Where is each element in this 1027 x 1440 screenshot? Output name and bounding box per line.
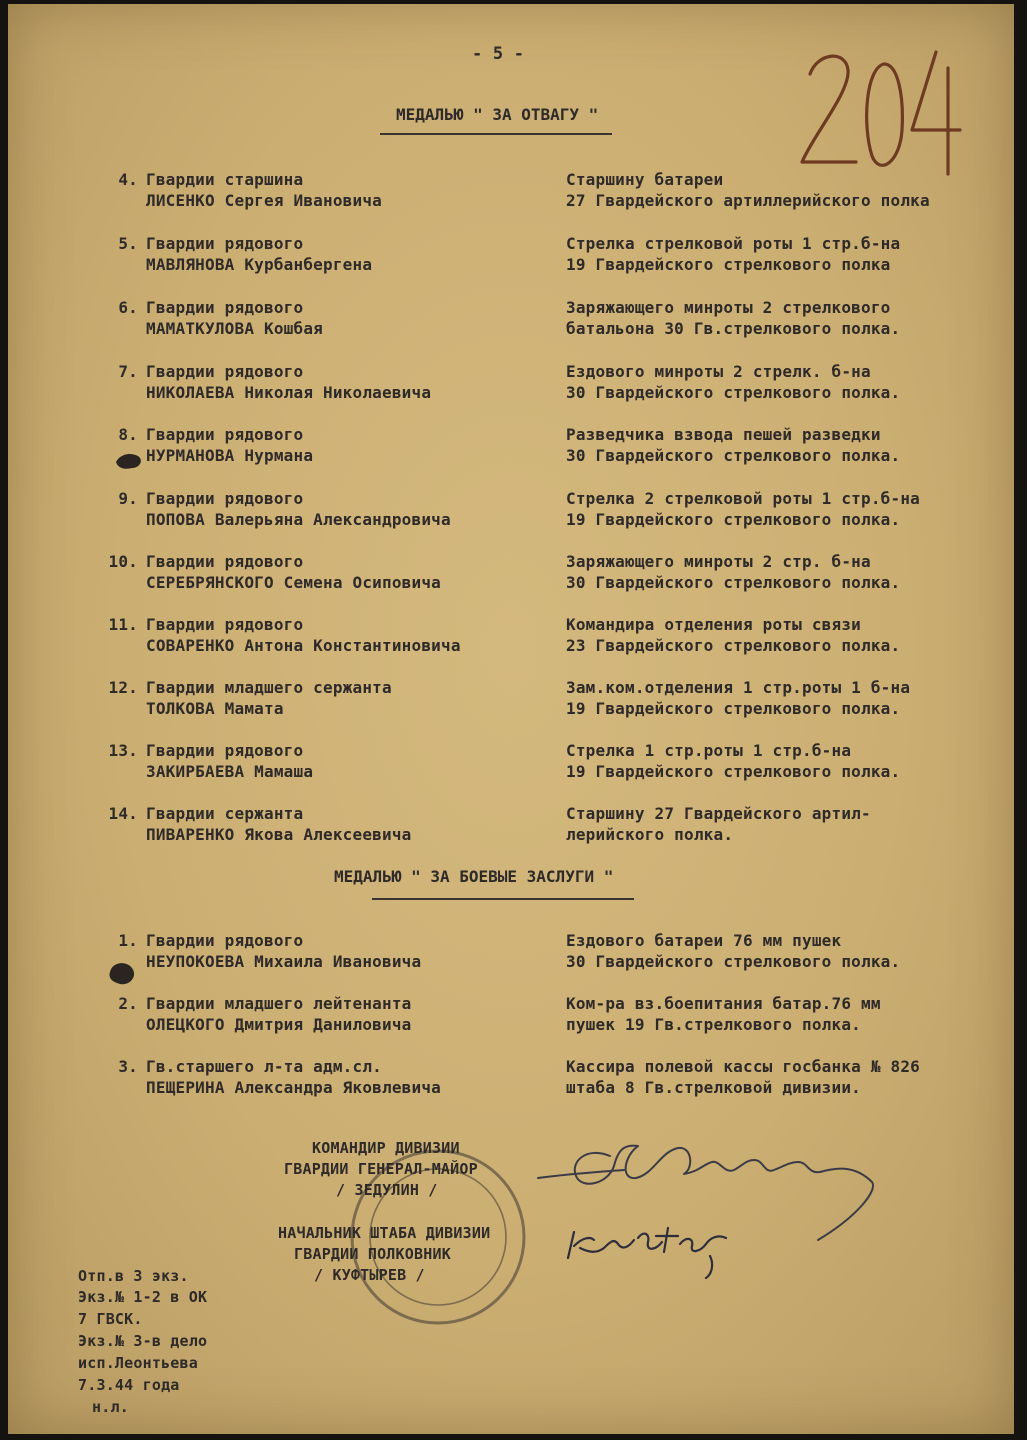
entry-unit-line-1: Заряжающего минроты 2 стр. б-на bbox=[566, 552, 871, 571]
footer-line: 7 ГВСК. bbox=[78, 1310, 143, 1328]
entry-rank: Гвардии младшего сержанта bbox=[146, 678, 392, 697]
entry-rank: Гв.старшего л-та адм.сл. bbox=[146, 1057, 382, 1076]
section-heading-combat-merit: МЕДАЛЬЮ " ЗА БОЕВЫЕ ЗАСЛУГИ " bbox=[334, 867, 614, 886]
entry-unit-line-2: 19 Гвардейского стрелкового полка. bbox=[566, 699, 901, 718]
entry-rank: Гвардии рядового bbox=[146, 931, 304, 950]
entry-unit-line-2: 30 Гвардейского стрелкового полка. bbox=[566, 952, 901, 971]
entry-rank: Гвардии младшего лейтенанта bbox=[146, 994, 412, 1013]
entry-unit-line-1: Старшину 27 Гвардейского артил- bbox=[566, 804, 871, 823]
award-entry bbox=[8, 804, 1014, 850]
entry-unit-line-2: 19 Гвардейского стрелкового полка. bbox=[566, 510, 901, 529]
entry-name: ПИВАРЕНКО Якова Алексеевича bbox=[146, 825, 412, 844]
page-number: - 5 - bbox=[472, 44, 525, 64]
award-entry bbox=[8, 425, 1014, 471]
entry-unit-line-2: 19 Гвардейского стрелкового полка. bbox=[566, 762, 901, 781]
entry-unit-line-1: Заряжающего минроты 2 стрелкового bbox=[566, 298, 891, 317]
entry-name: ОЛЕЦКОГО Дмитрия Даниловича bbox=[146, 1015, 412, 1034]
entry-number: 8. bbox=[118, 425, 138, 444]
entry-rank: Гвардии сержанта bbox=[146, 804, 304, 823]
award-entry bbox=[8, 552, 1014, 598]
entry-number: 4. bbox=[118, 170, 138, 189]
entry-number: 14. bbox=[108, 804, 138, 823]
entry-number: 10. bbox=[108, 552, 138, 571]
entry-name: НУРМАНОВА Нурмана bbox=[146, 446, 314, 465]
award-entry bbox=[8, 741, 1014, 787]
chief-of-staff-name: / КУФТЫРЕВ / bbox=[314, 1266, 425, 1284]
entry-unit-line-2: батальона 30 Гв.стрелкового полка. bbox=[566, 319, 901, 338]
heading-underline bbox=[380, 133, 612, 135]
entry-unit-line-2: 19 Гвардейского стрелкового полка bbox=[566, 255, 891, 274]
footer-line: Отп.в 3 экз. bbox=[78, 1267, 189, 1285]
award-entry bbox=[8, 362, 1014, 408]
heading-underline bbox=[372, 898, 634, 900]
award-entry bbox=[8, 931, 1014, 977]
entry-unit-line-2: 23 Гвардейского стрелкового полка. bbox=[566, 636, 901, 655]
entry-unit-line-1: Зам.ком.отделения 1 стр.роты 1 б-на bbox=[566, 678, 911, 697]
entry-number: 2. bbox=[118, 994, 138, 1013]
handwritten-number-204 bbox=[788, 34, 968, 184]
footer-line: исп.Леонтьева bbox=[78, 1354, 198, 1372]
footer-line: 7.3.44 года bbox=[78, 1376, 180, 1394]
entry-rank: Гвардии рядового bbox=[146, 741, 304, 760]
commander-title-line-2: ГВАРДИИ ГЕНЕРАЛ-МАЙОР bbox=[284, 1160, 478, 1178]
entry-number: 5. bbox=[118, 234, 138, 253]
entry-name: МАМАТКУЛОВА Кошбая bbox=[146, 319, 323, 338]
award-entry bbox=[8, 489, 1014, 535]
entry-unit-line-1: Ездового минроты 2 стрелк. б-на bbox=[566, 362, 871, 381]
entry-rank: Гвардии рядового bbox=[146, 425, 304, 444]
award-entry bbox=[8, 1057, 1014, 1103]
entry-unit-line-2: штаба 8 Гв.стрелковой дивизии. bbox=[566, 1078, 861, 1097]
document-page bbox=[8, 4, 1014, 1434]
award-entry bbox=[8, 678, 1014, 724]
entry-number: 7. bbox=[118, 362, 138, 381]
entry-name: ПОПОВА Валерьяна Александровича bbox=[146, 510, 451, 529]
entry-number: 9. bbox=[118, 489, 138, 508]
entry-name: НЕУПОКОЕВА Михаила Ивановича bbox=[146, 952, 422, 971]
footer-line: Экз.№ 3-в дело bbox=[78, 1332, 208, 1350]
commander-name: / ЗЕДУЛИН / bbox=[336, 1181, 438, 1199]
entry-unit-line-1: Командира отделения роты связи bbox=[566, 615, 861, 634]
entry-unit-line-1: Старшину батареи bbox=[566, 170, 724, 189]
award-entry bbox=[8, 615, 1014, 661]
entry-rank: Гвардии рядового bbox=[146, 552, 304, 571]
entry-rank: Гвардии рядового bbox=[146, 489, 304, 508]
entry-unit-line-2: 27 Гвардейского артиллерийского полка bbox=[566, 191, 930, 210]
entry-number: 11. bbox=[108, 615, 138, 634]
footer-line: Экз.№ 1-2 в ОК bbox=[78, 1288, 208, 1306]
entry-unit-line-2: лерийского полка. bbox=[566, 825, 734, 844]
entry-number: 12. bbox=[108, 678, 138, 697]
entry-rank: Гвардии рядового bbox=[146, 362, 304, 381]
entry-number: 3. bbox=[118, 1057, 138, 1076]
chief-of-staff-title-line-1: НАЧАЛЬНИК ШТАБА ДИВИЗИИ bbox=[278, 1224, 491, 1242]
chief-of-staff-signature bbox=[560, 1208, 750, 1288]
entry-number: 1. bbox=[118, 931, 138, 950]
section-heading-bravery: МЕДАЛЬЮ " ЗА ОТВАГУ " bbox=[396, 105, 599, 124]
entry-name: ПЕЩЕРИНА Александра Яковлевича bbox=[146, 1078, 441, 1097]
entry-rank: Гвардии старшина bbox=[146, 170, 304, 189]
entry-unit-line-2: 30 Гвардейского стрелкового полка. bbox=[566, 383, 901, 402]
chief-of-staff-title-line-2: ГВАРДИИ ПОЛКОВНИК bbox=[294, 1245, 451, 1263]
entry-unit-line-1: Кассира полевой кассы госбанка № 826 bbox=[566, 1057, 920, 1076]
entry-rank: Гвардии рядового bbox=[146, 234, 304, 253]
entry-unit-line-2: пушек 19 Гв.стрелкового полка. bbox=[566, 1015, 861, 1034]
award-entry bbox=[8, 170, 1014, 216]
award-entry bbox=[8, 298, 1014, 344]
entry-number: 6. bbox=[118, 298, 138, 317]
footer-line: н.л. bbox=[92, 1398, 129, 1416]
entry-rank: Гвардии рядового bbox=[146, 615, 304, 634]
entry-name: МАВЛЯНОВА Курбанбергена bbox=[146, 255, 373, 274]
entry-unit-line-1: Стрелка 2 стрелковой роты 1 стр.б-на bbox=[566, 489, 920, 508]
entry-name: СЕРЕБРЯНСКОГО Семена Осиповича bbox=[146, 573, 441, 592]
entry-unit-line-1: Стрелка 1 стр.роты 1 стр.б-на bbox=[566, 741, 852, 760]
commander-title-line-1: КОМАНДИР ДИВИЗИИ bbox=[312, 1139, 460, 1157]
award-entry bbox=[8, 234, 1014, 280]
entry-unit-line-1: Ком-ра вз.боепитания батар.76 мм bbox=[566, 994, 881, 1013]
entry-unit-line-2: 30 Гвардейского стрелкового полка. bbox=[566, 573, 901, 592]
entry-name: ЛИСЕНКО Сергея Ивановича bbox=[146, 191, 382, 210]
entry-name: ЗАКИРБАЕВА Мамаша bbox=[146, 762, 314, 781]
award-entry bbox=[8, 994, 1014, 1040]
entry-unit-line-1: Стрелка стрелковой роты 1 стр.б-на bbox=[566, 234, 901, 253]
entry-name: ТОЛКОВА Мамата bbox=[146, 699, 284, 718]
entry-unit-line-2: 30 Гвардейского стрелкового полка. bbox=[566, 446, 901, 465]
entry-rank: Гвардии рядового bbox=[146, 298, 304, 317]
entry-unit-line-1: Ездового батареи 76 мм пушек bbox=[566, 931, 842, 950]
entry-name: СОВАРЕНКО Антона Константиновича bbox=[146, 636, 461, 655]
entry-unit-line-1: Разведчика взвода пешей разведки bbox=[566, 425, 881, 444]
entry-number: 13. bbox=[108, 741, 138, 760]
ink-blot bbox=[104, 956, 140, 992]
ink-blot bbox=[112, 448, 146, 472]
entry-name: НИКОЛАЕВА Николая Николаевича bbox=[146, 383, 432, 402]
